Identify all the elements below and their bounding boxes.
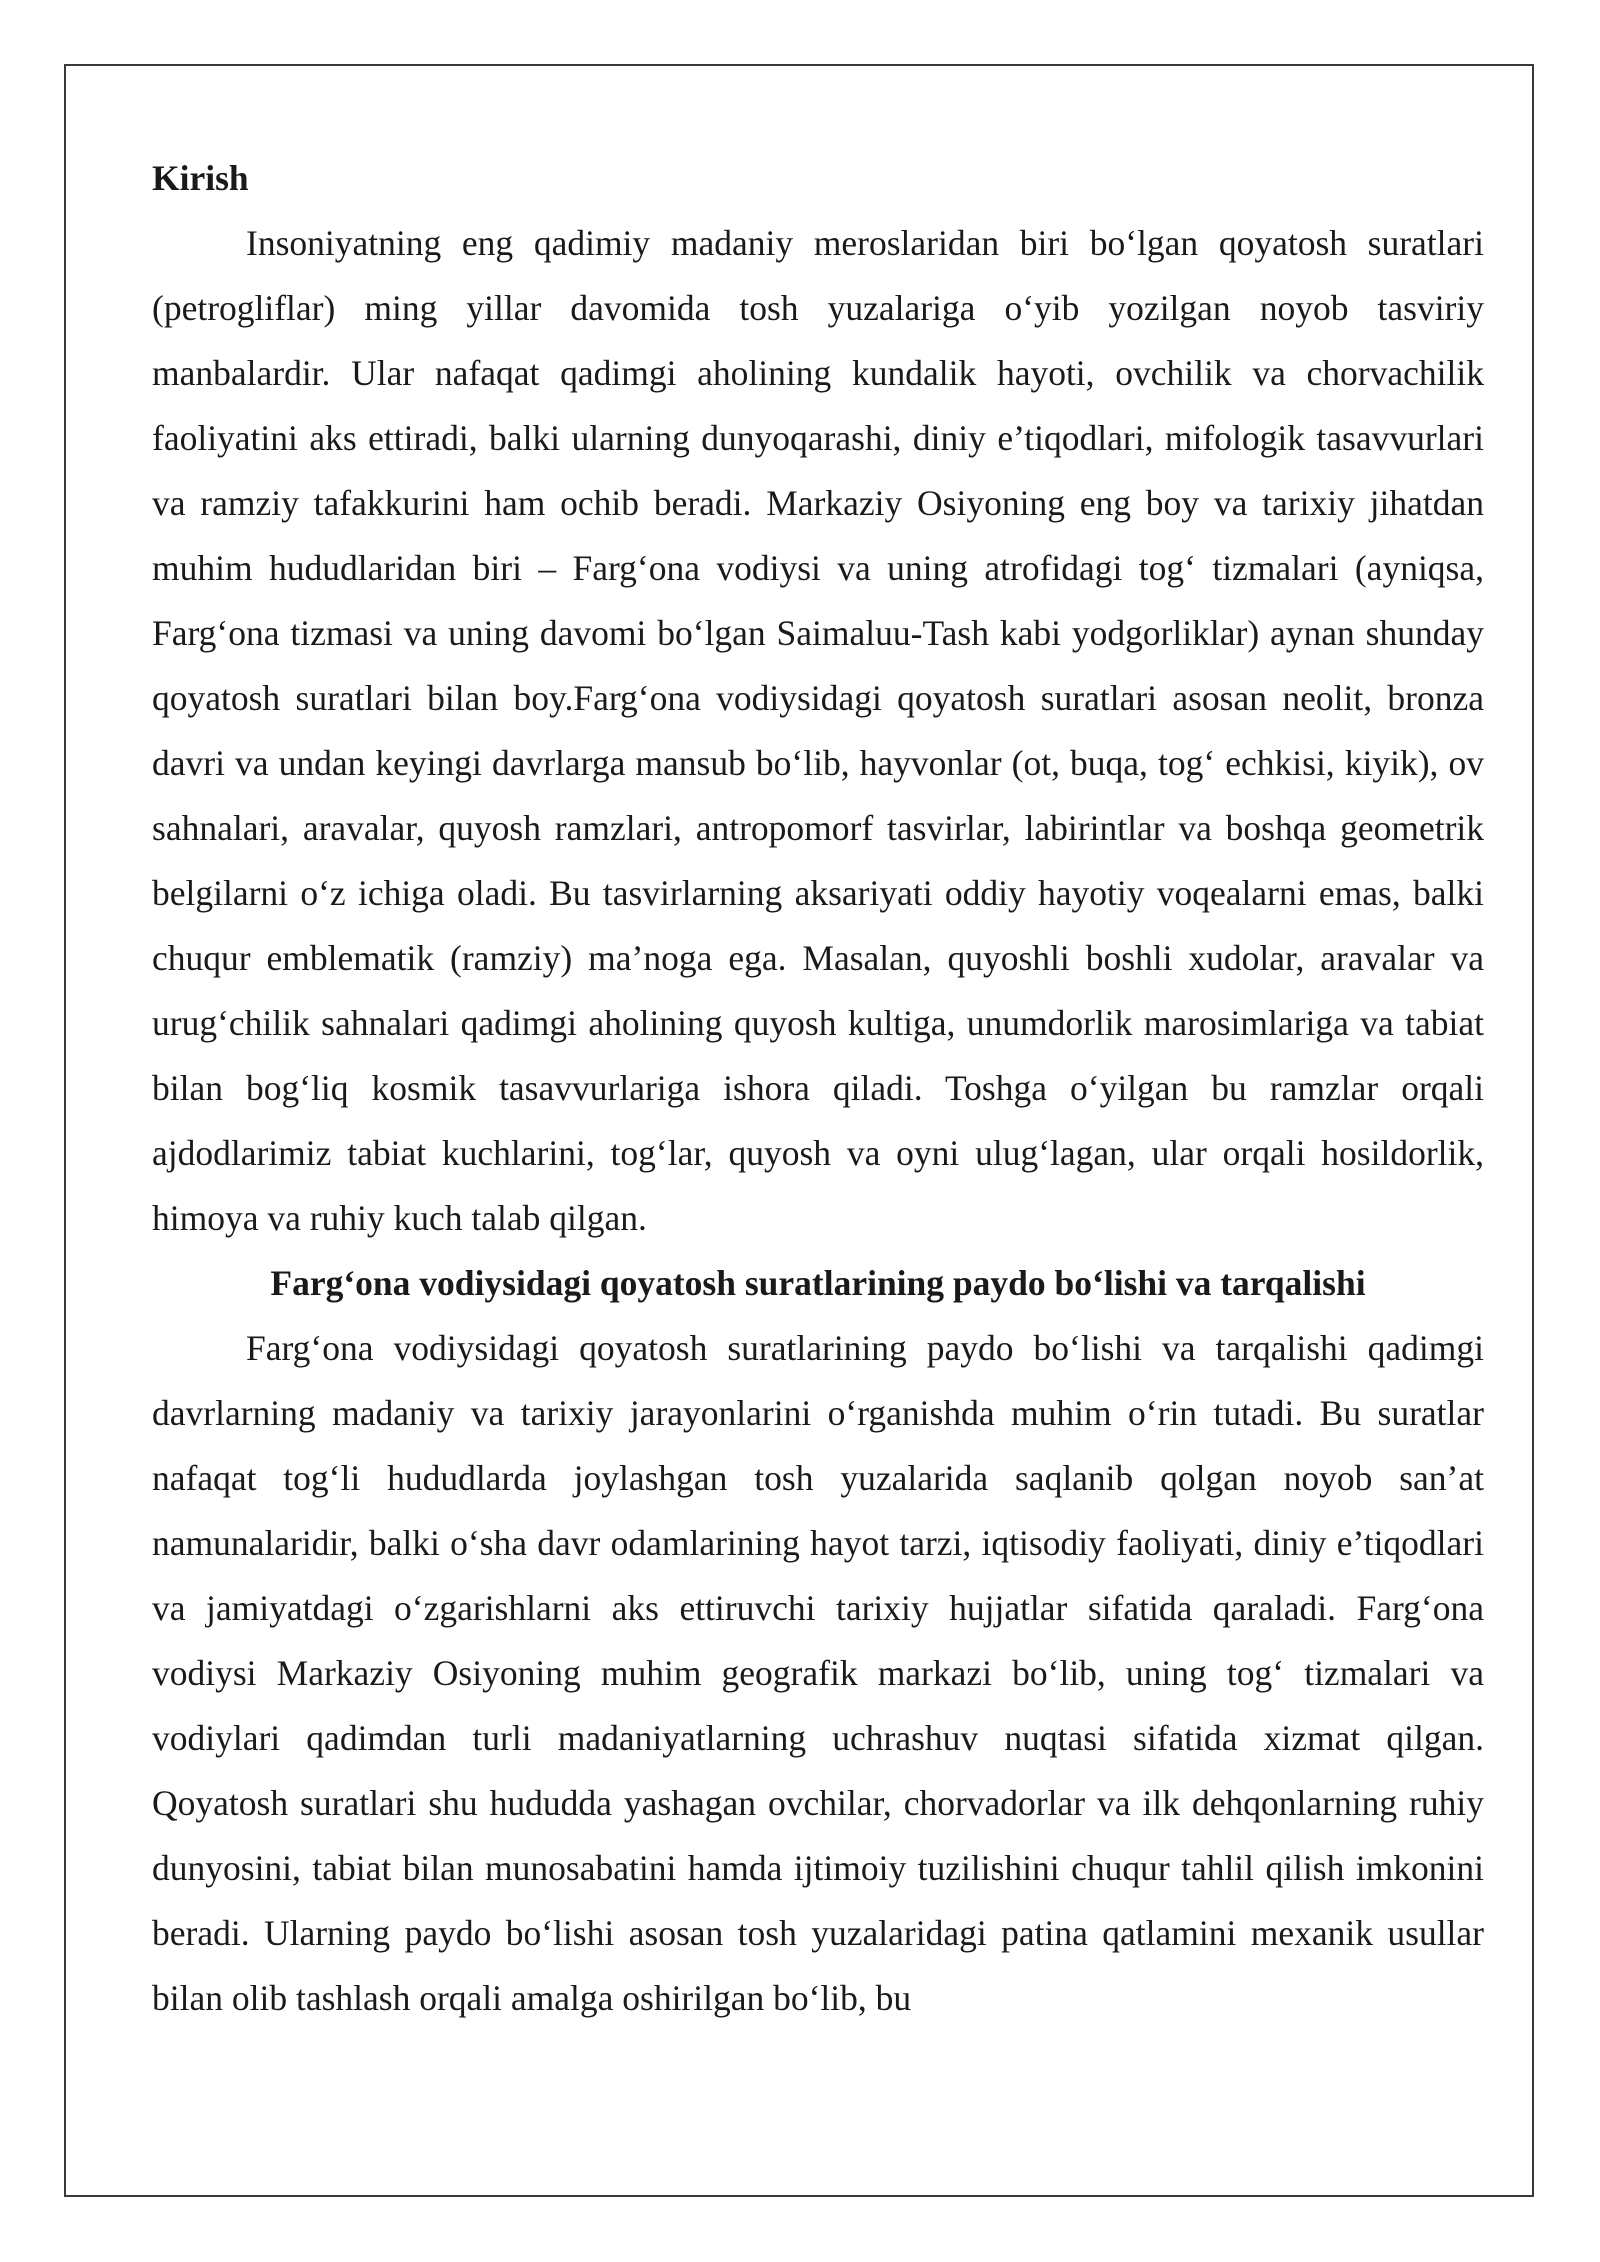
section-subheading: Farg‘ona vodiysidagi qoyatosh suratlarining paydo bo‘lishi va tarqalishi	[270, 1263, 1366, 1303]
body-paragraph: Farg‘ona vodiysidagi qoyatosh suratlarining paydo bo‘lishi va tarqalishi qadimgi davrlarning madaniy va tarixiy jarayonlarini o‘rganishda muhim o‘rin tutadi. Bu suratlar nafaqat tog‘li hududlarda joylashgan tosh yuzalarida saqlanib qolgan noyob san’at namunalaridir, balki o‘sha davr odamlarining hayot tarzi, iqtisodiy faoliyati, diniy e’tiqodlari va jamiyatdagi o‘zgarishlarni aks ettiruvchi tarixiy hujjatlar sifatida qaraladi. Farg‘ona vodiysi Markaziy Osiyoning muhim geografik markazi bo‘lib, uning tog‘ tizmalari va vodiylari qadimdan turli madaniyatlarning uchrashuv nuqtasi sifatida xizmat qilgan. Qoyatosh suratlari shu hududda yashagan ovchilar, chorvadorlar va ilk dehqonlarning ruhiy dunyosini, tabiat bilan munosabatini hamda ijtimoiy tuzilishini chuqur tahlil qilish imkonini beradi. Ularning paydo bo‘lishi asosan tosh yuzalaridagi patina qatlamini mexanik usullar bilan olib tashlash orqali amalga oshirilgan bo‘lib, bu	[152, 1328, 1484, 2018]
document-body	[152, 146, 1484, 2031]
section-heading: Kirish	[152, 158, 249, 198]
intro-paragraph: Insoniyatning eng qadimiy madaniy meroslaridan biri bo‘lgan qoyatosh suratlari (petrogliflar) ming yillar davomida tosh yuzalariga o‘yib yozilgan noyob tasviriy manbalardir. Ular nafaqat qadimgi aholining kundalik hayoti, ovchilik va chorvachilik faoliyatini aks ettiradi, balki ularning dunyoqarashi, diniy e’tiqodlari, mifologik tasavvurlari va ramziy tafakkurini ham ochib beradi. Markaziy Osiyoning eng boy va tarixiy jihatdan muhim hududlaridan biri – Farg‘ona vodiysi va uning atrofidagi tog‘ tizmalari (ayniqsa, Farg‘ona tizmasi va uning davomi bo‘lgan Saimaluu-Tash kabi yodgorliklar) aynan shunday qoyatosh suratlari bilan boy.Farg‘ona vodiysidagi qoyatosh suratlari asosan neolit, bronza davri va undan keyingi davrlarga mansub bo‘lib, hayvonlar (ot, buqa, tog‘ echkisi, kiyik), ov sahnalari, aravalar, quyosh ramzlari, antropomorf tasvirlar, labirintlar va boshqa geometrik belgilarni o‘z ichiga oladi. Bu tasvirlarning aksariyati oddiy hayotiy voqealarni emas, balki chuqur emblematik (ramziy) ma’noga ega. Masalan, quyoshli boshli xudolar, aravalar va urug‘chilik sahnalari qadimgi aholining quyosh kultiga, unumdorlik marosimlariga va tabiat bilan bog‘liq kosmik tasavvurlariga ishora qiladi. Toshga o‘yilgan bu ramzlar orqali ajdodlarimiz tabiat kuchlarini, tog‘lar, quyosh va oyni ulug‘lagan, ular orqali hosildorlik, himoya va ruhiy kuch talab qilgan.	[152, 223, 1484, 1238]
